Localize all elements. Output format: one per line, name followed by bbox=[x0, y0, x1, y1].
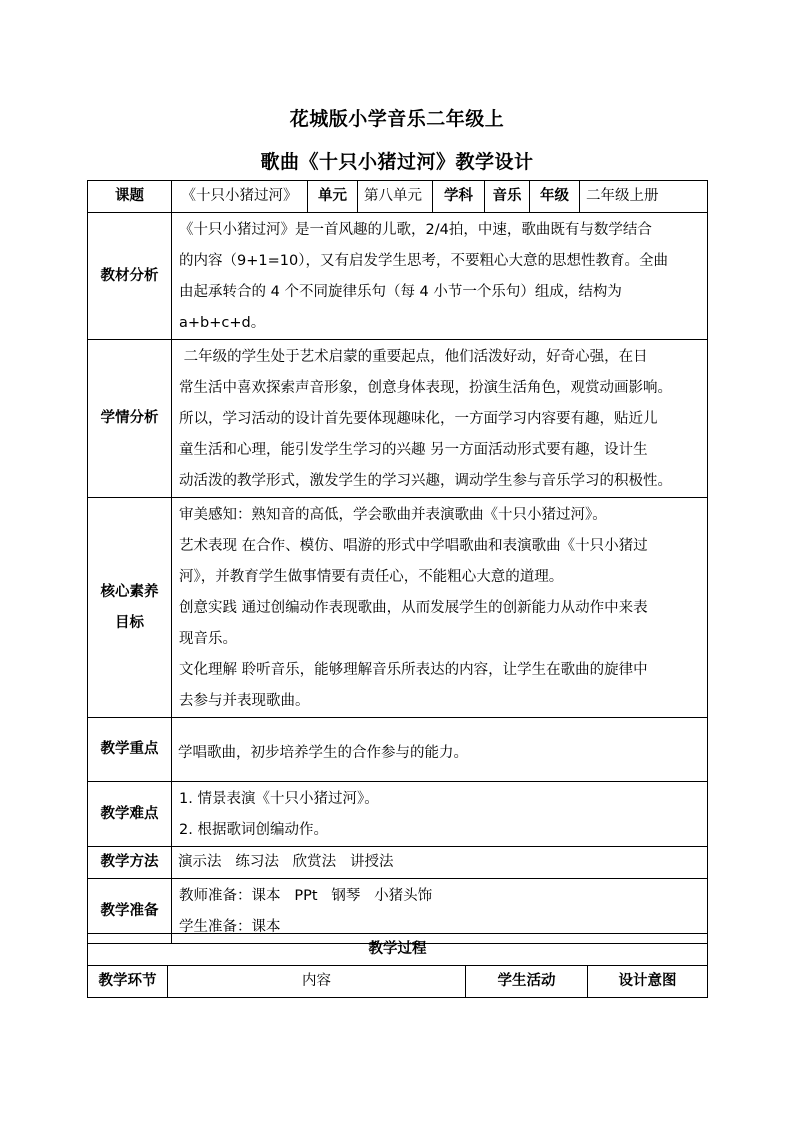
student-analysis-content bbox=[172, 340, 708, 498]
difficulties-line: 1. 情景表演《十只小猪过河》。 bbox=[179, 791, 379, 807]
methods-content: 演示法 练习法 欣赏法 讲授法 bbox=[172, 847, 708, 879]
student-analysis-line: 动活泼的教学形式，激发学生的学习兴趣，调动学生参与音乐学习的积极性。 bbox=[179, 473, 672, 489]
core-goals-label-line: 目标 bbox=[115, 614, 144, 631]
unit-label: 单元 bbox=[308, 181, 358, 213]
material-analysis-line: 的内容（9+1=10），又有启发学生思考，不要粗心大意的思想性教育。全曲 bbox=[179, 253, 668, 269]
document-subtitle: 歌曲《十只小猪过河》教学设计 bbox=[260, 151, 534, 173]
material-analysis-row bbox=[88, 213, 708, 340]
student-analysis-label: 学情分析 bbox=[88, 340, 172, 498]
topic-value: 《十只小猪过河》 bbox=[172, 181, 308, 213]
subject-label: 学科 bbox=[433, 181, 485, 213]
core-goals-line: 文化理解 聆听音乐，能够理解音乐所表达的内容，让学生在歌曲的旋律中 bbox=[179, 662, 648, 678]
info-row bbox=[88, 181, 708, 213]
core-goals-line: 去参与并表现歌曲。 bbox=[179, 693, 310, 709]
preparation-label: 教学准备 bbox=[88, 879, 172, 944]
core-goals-line: 艺术表现 在合作、模仿、唱游的形式中学唱歌曲和表演歌曲《十只小猪过 bbox=[179, 538, 648, 554]
unit-value: 第八单元 bbox=[358, 181, 433, 213]
preparation-line: 教师准备：课本 PPt 钢琴 小猪头饰 bbox=[179, 888, 433, 904]
grade-value: 二年级上册 bbox=[580, 181, 708, 213]
core-goals-line: 审美感知：熟知音的高低，学会歌曲并表演歌曲《十只小猪过河》。 bbox=[179, 507, 607, 523]
core-goals-line: 现音乐。 bbox=[179, 631, 237, 647]
difficulties-content bbox=[172, 782, 708, 847]
grade-label: 年级 bbox=[530, 181, 580, 213]
topic-label: 课题 bbox=[88, 181, 172, 213]
key-points-content: 学唱歌曲，初步培养学生的合作参与的能力。 bbox=[172, 718, 708, 782]
material-analysis-content bbox=[172, 213, 708, 340]
process-header-design-intent: 设计意图 bbox=[588, 966, 708, 998]
difficulties-line: 2. 根据歌词创编动作。 bbox=[179, 822, 328, 838]
process-title: 教学过程 bbox=[88, 934, 708, 966]
student-analysis-line: 童生活和心理，能引发学生学习的兴趣 另一方面活动形式要有趣，设计生 bbox=[179, 442, 648, 458]
process-title-row bbox=[88, 934, 708, 966]
process-header-content: 内容 bbox=[168, 966, 466, 998]
preparation-line: 学生准备：课本 bbox=[179, 919, 281, 935]
material-analysis-line: 由起承转合的 4 个不同旋律乐句（每 4 小节一个乐句）组成，结构为 bbox=[179, 284, 622, 300]
document-title: 花城版小学音乐二年级上 bbox=[289, 108, 505, 130]
process-header-student-activity: 学生活动 bbox=[466, 966, 588, 998]
key-points-label: 教学重点 bbox=[88, 718, 172, 782]
material-analysis-line: a+b+c+d。 bbox=[179, 315, 266, 331]
methods-label: 教学方法 bbox=[88, 847, 172, 879]
student-analysis-line: 所以，学习活动的设计首先要体现趣味化，一方面学习内容要有趣，贴近儿 bbox=[179, 411, 658, 427]
material-analysis-label: 教材分析 bbox=[88, 213, 172, 340]
core-goals-content bbox=[172, 498, 708, 718]
process-header-row bbox=[88, 966, 708, 998]
methods-row bbox=[88, 847, 708, 879]
student-analysis-line: 常生活中喜欢探索声音形象，创意身体表现，扮演生活角色，观赏动画影响。 bbox=[179, 380, 672, 396]
difficulties-row bbox=[88, 782, 708, 847]
core-goals-line: 创意实践 通过创编动作表现歌曲，从而发展学生的创新能力从动作中来表 bbox=[179, 600, 648, 616]
core-goals-label-line: 核心素养 bbox=[100, 583, 159, 600]
difficulties-label: 教学难点 bbox=[88, 782, 172, 847]
core-goals-label bbox=[88, 498, 172, 718]
student-analysis-line: 二年级的学生处于艺术启蒙的重要起点，他们活泼好动，好奇心强，在日 bbox=[179, 349, 648, 365]
subject-value: 音乐 bbox=[485, 181, 530, 213]
lesson-plan-table bbox=[87, 180, 708, 944]
process-header-stage: 教学环节 bbox=[88, 966, 168, 998]
teaching-process-table bbox=[87, 933, 708, 998]
core-goals-line: 河》，并教育学生做事情要有责任心，不能粗心大意的道理。 bbox=[179, 569, 564, 585]
student-analysis-row bbox=[88, 340, 708, 498]
core-goals-row bbox=[88, 498, 708, 718]
material-analysis-line: 《十只小猪过河》是一首风趣的儿歌，2/4拍，中速，歌曲既有与数学结合 bbox=[179, 222, 652, 238]
key-points-row bbox=[88, 718, 708, 782]
